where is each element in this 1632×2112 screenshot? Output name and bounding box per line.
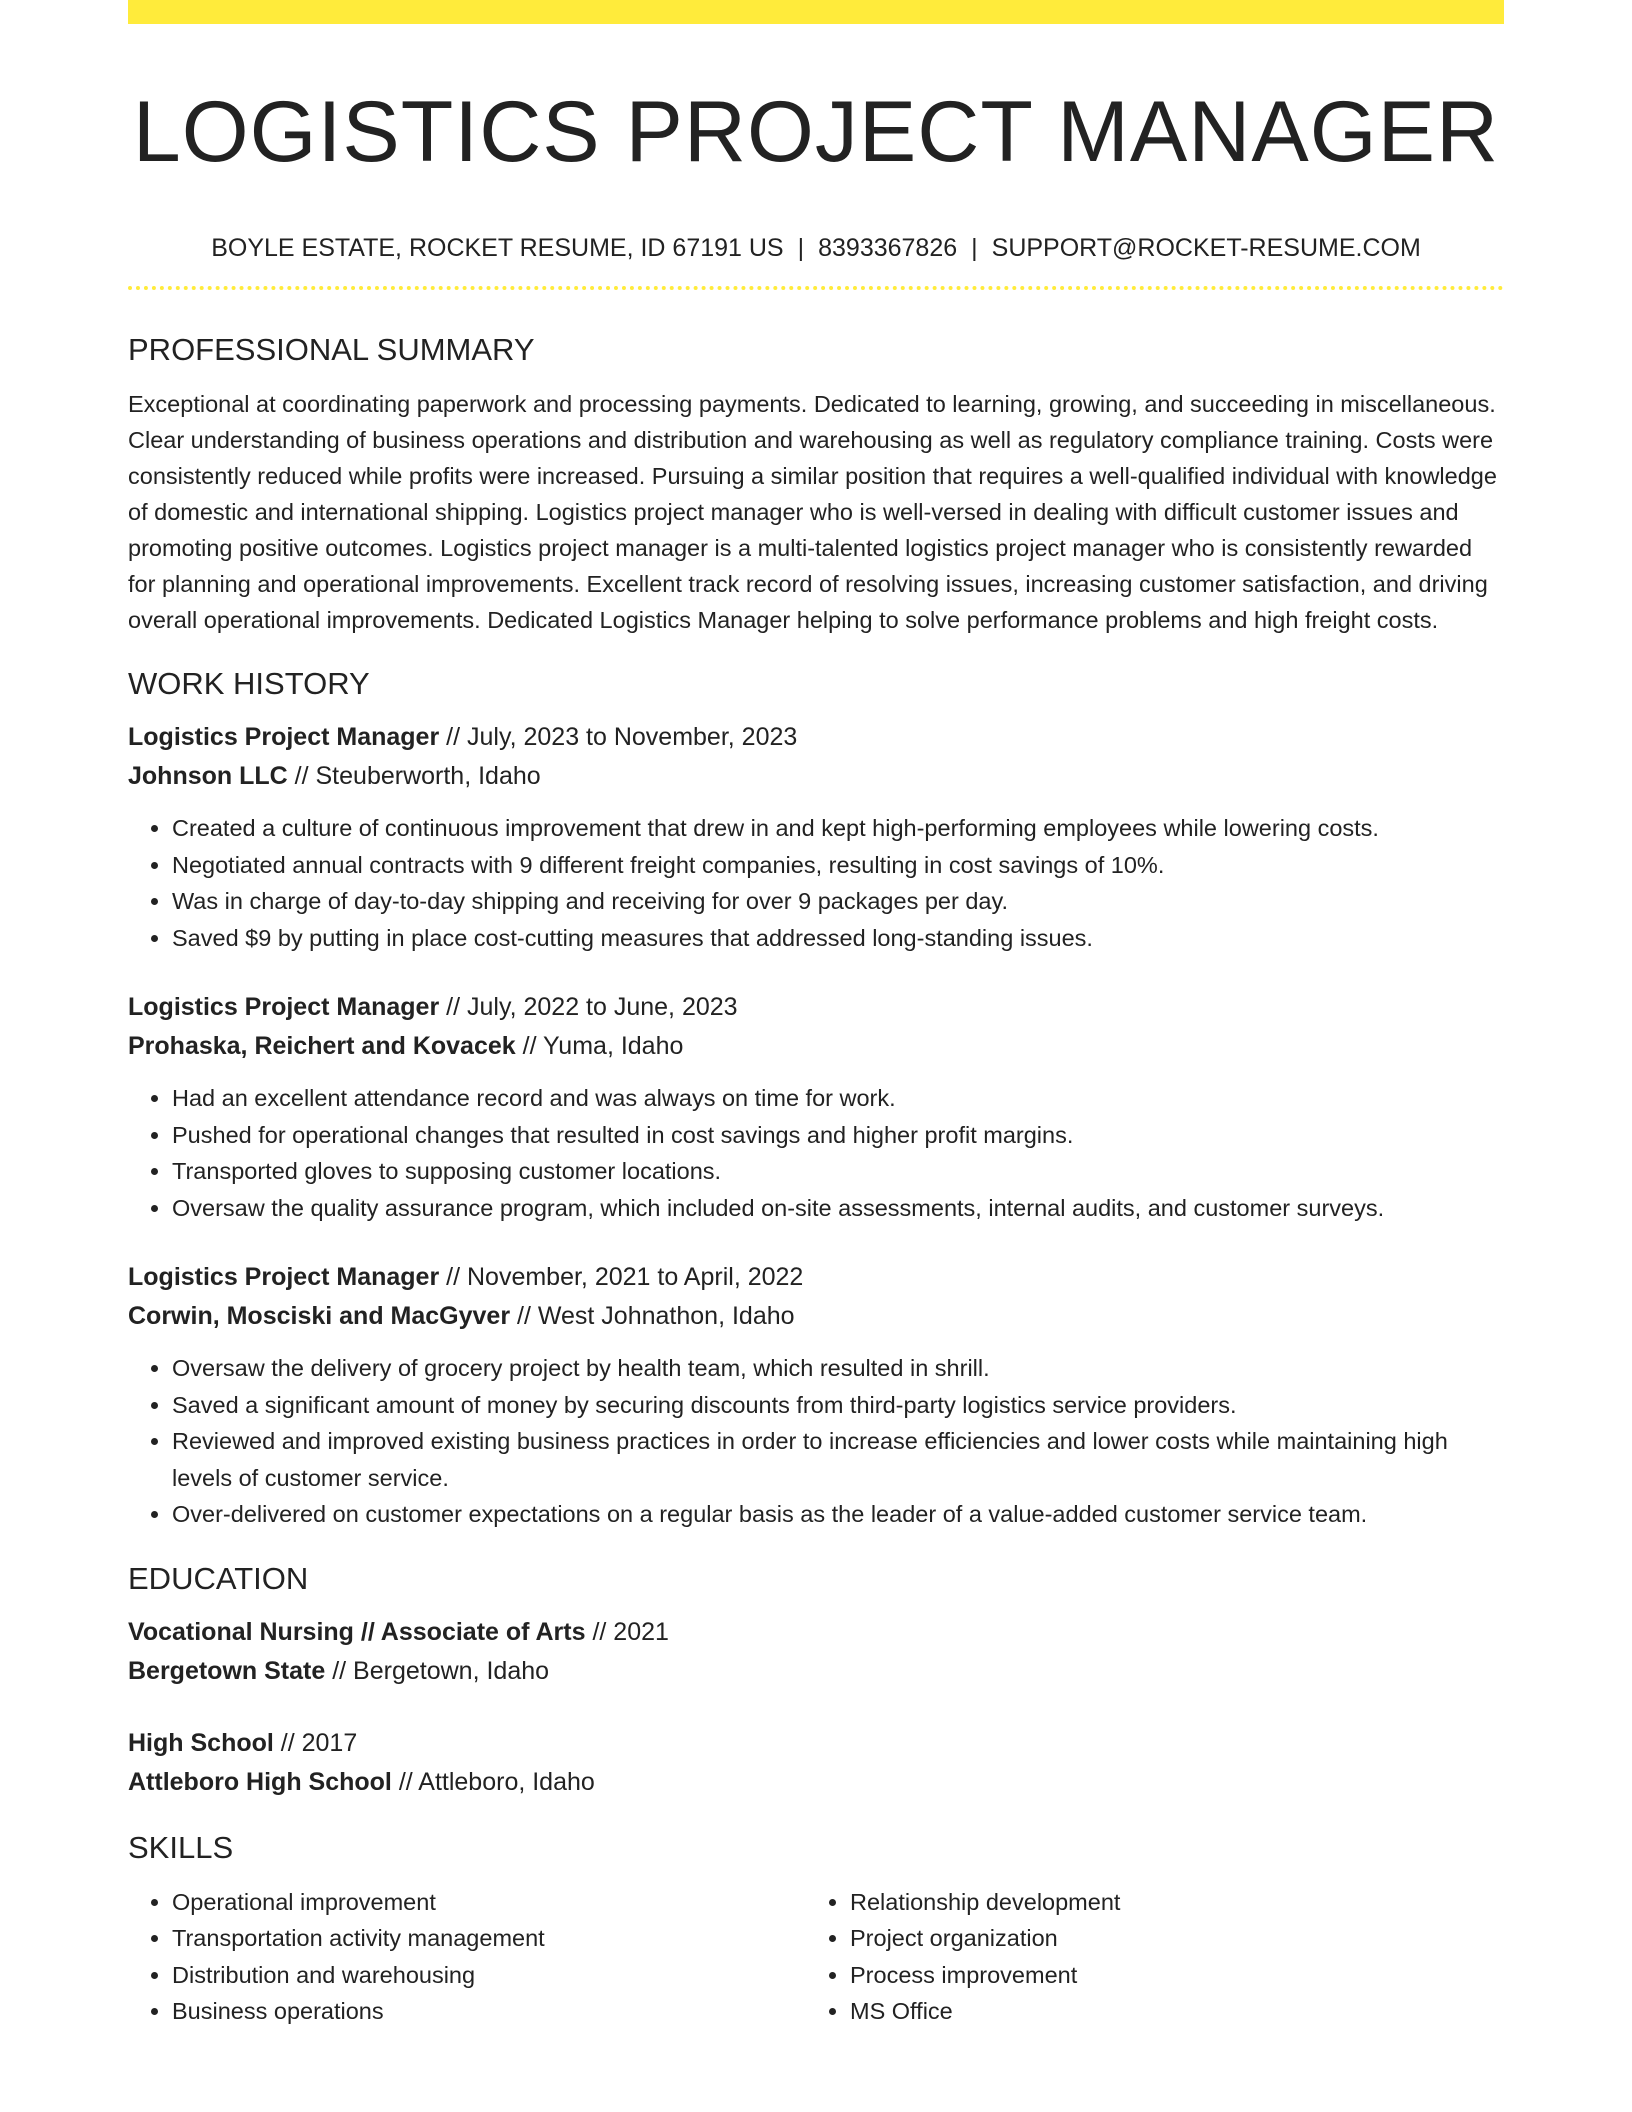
education-degree: Vocational Nursing // Associate of Arts: [128, 1617, 586, 1646]
education-year: // 2017: [280, 1728, 358, 1757]
job-bullet: • Created a culture of continuous improvement that drew in and kept high-performing employees while lowering costs.: [172, 810, 1504, 847]
resume-page: [128, 0, 1504, 2030]
job-role-line: [128, 718, 1504, 757]
job-location: // Yuma, Idaho: [522, 1032, 684, 1060]
job-role: Logistics Project Manager: [128, 1263, 440, 1291]
job-bullets: [128, 1350, 1504, 1533]
job-bullet: • Negotiated annual contracts with 9 different freight companies, resulting in cost savings of 10%.: [172, 847, 1504, 884]
job-dates: // July, 2023 to November, 2023: [446, 723, 798, 751]
job-bullet: • Oversaw the delivery of grocery project by health team, which resulted in shrill.: [172, 1350, 1504, 1387]
job-bullet: • Had an excellent attendance record and was always on time for work.: [172, 1080, 1504, 1117]
job-company-line: [128, 1027, 1504, 1066]
job-role: Logistics Project Manager: [128, 723, 440, 751]
summary-heading: PROFESSIONAL SUMMARY: [128, 332, 535, 367]
education-degree: High School: [128, 1728, 274, 1757]
contact-email: SUPPORT@ROCKET-RESUME.COM: [991, 234, 1421, 262]
skill-item: • Project organization: [850, 1920, 1484, 1957]
education-year: // 2021: [592, 1617, 669, 1646]
education-entry: [128, 1724, 1504, 1802]
education-entry: [128, 1613, 1504, 1691]
job-company: Corwin, Mosciski and MacGyver: [128, 1302, 511, 1330]
job-bullet: • Saved $9 by putting in place cost-cutting measures that addressed long-standing issues.: [172, 920, 1504, 957]
education-school-line: [128, 1652, 1504, 1691]
summary-text: Exceptional at coordinating paperwork and processing payments. Dedicated to learning, growing, and succeeding in miscellaneous. Clear understanding of business operations and distribution and warehousing as well as regulatory compliance training. Costs were consistently reduced while profits were increased. Pursuing a similar position that requires a well-qualified individual with knowledge of domestic and international shipping. Logistics project manager who is well-versed in dealing with difficult customer issues and promoting positive outcomes. Logistics project manager is a multi-talented logistics project manager who is consistently rewarded for planning and operational improvements. Excellent track record of resolving issues, increasing customer satisfaction, and driving overall operational improvements. Dedicated Logistics Manager helping to solve performance problems and high freight costs.: [128, 391, 1497, 633]
work-history-heading: WORK HISTORY: [128, 666, 370, 701]
skill-item: • Distribution and warehousing: [172, 1957, 806, 1994]
job-dates: // November, 2021 to April, 2022: [446, 1263, 804, 1291]
education-school: Bergetown State: [128, 1656, 326, 1685]
job-bullets: [128, 1080, 1504, 1226]
job-bullet: • Oversaw the quality assurance program, which included on-site assessments, internal audits, and customer surveys.: [172, 1190, 1504, 1227]
dotted-divider: [128, 286, 1504, 290]
job-bullet: • Pushed for operational changes that resulted in cost savings and higher profit margins.: [172, 1117, 1504, 1154]
job-company: Prohaska, Reichert and Kovacek: [128, 1032, 516, 1060]
skill-item: • Operational improvement: [172, 1884, 806, 1921]
job-bullet: • Over-delivered on customer expectations on a regular basis as the leader of a value-added customer service team.: [172, 1496, 1504, 1533]
job-dates: // July, 2022 to June, 2023: [446, 993, 738, 1021]
job-company-line: [128, 757, 1504, 796]
job-bullet: • Reviewed and improved existing business practices in order to increase efficiencies and lower costs while maintaining high levels of customer service.: [172, 1423, 1504, 1496]
job-entry: [128, 1258, 1504, 1533]
skills-right-list: [806, 1884, 1484, 2030]
education-school-line: [128, 1763, 1504, 1802]
contact-line: [128, 232, 1504, 264]
job-bullet: • Transported gloves to supposing customer locations.: [172, 1153, 1504, 1190]
job-role-line: [128, 988, 1504, 1027]
education-degree-line: [128, 1724, 1504, 1763]
job-bullet: • Was in charge of day-to-day shipping and receiving for over 9 packages per day.: [172, 883, 1504, 920]
job-company: Johnson LLC: [128, 762, 288, 790]
job-role-line: [128, 1258, 1504, 1297]
job-company-line: [128, 1297, 1504, 1336]
education-school: Attleboro High School: [128, 1767, 392, 1796]
education-location: // Attleboro, Idaho: [398, 1767, 595, 1796]
education-heading: EDUCATION: [128, 1560, 309, 1596]
job-location: // West Johnathon, Idaho: [517, 1302, 795, 1330]
resume-name: LOGISTICS PROJECT MANAGER: [132, 84, 1500, 180]
contact-address: BOYLE ESTATE, ROCKET RESUME, ID 67191 US: [211, 234, 784, 262]
job-location: // Steuberworth, Idaho: [294, 762, 541, 790]
job-role: Logistics Project Manager: [128, 993, 440, 1021]
skills-heading: SKILLS: [128, 1829, 234, 1865]
skills-columns: [128, 1884, 1504, 2030]
education-degree-line: [128, 1613, 1504, 1652]
job-bullets: [128, 810, 1504, 956]
skill-item: • Process improvement: [850, 1957, 1484, 1994]
skill-item: • Transportation activity management: [172, 1920, 806, 1957]
skills-left-list: [128, 1884, 806, 2030]
job-entry: [128, 988, 1504, 1226]
job-entry: [128, 718, 1504, 956]
contact-phone: 8393367826: [818, 234, 958, 262]
skill-item: • Business operations: [172, 1993, 806, 2030]
contact-separator: |: [971, 234, 978, 262]
education-location: // Bergetown, Idaho: [332, 1656, 550, 1685]
job-bullet: • Saved a significant amount of money by securing discounts from third-party logistics service providers.: [172, 1387, 1504, 1424]
skill-item: • Relationship development: [850, 1884, 1484, 1921]
contact-separator: |: [797, 234, 805, 262]
top-accent-bar: [128, 0, 1504, 24]
skill-item: • MS Office: [850, 1993, 1484, 2030]
